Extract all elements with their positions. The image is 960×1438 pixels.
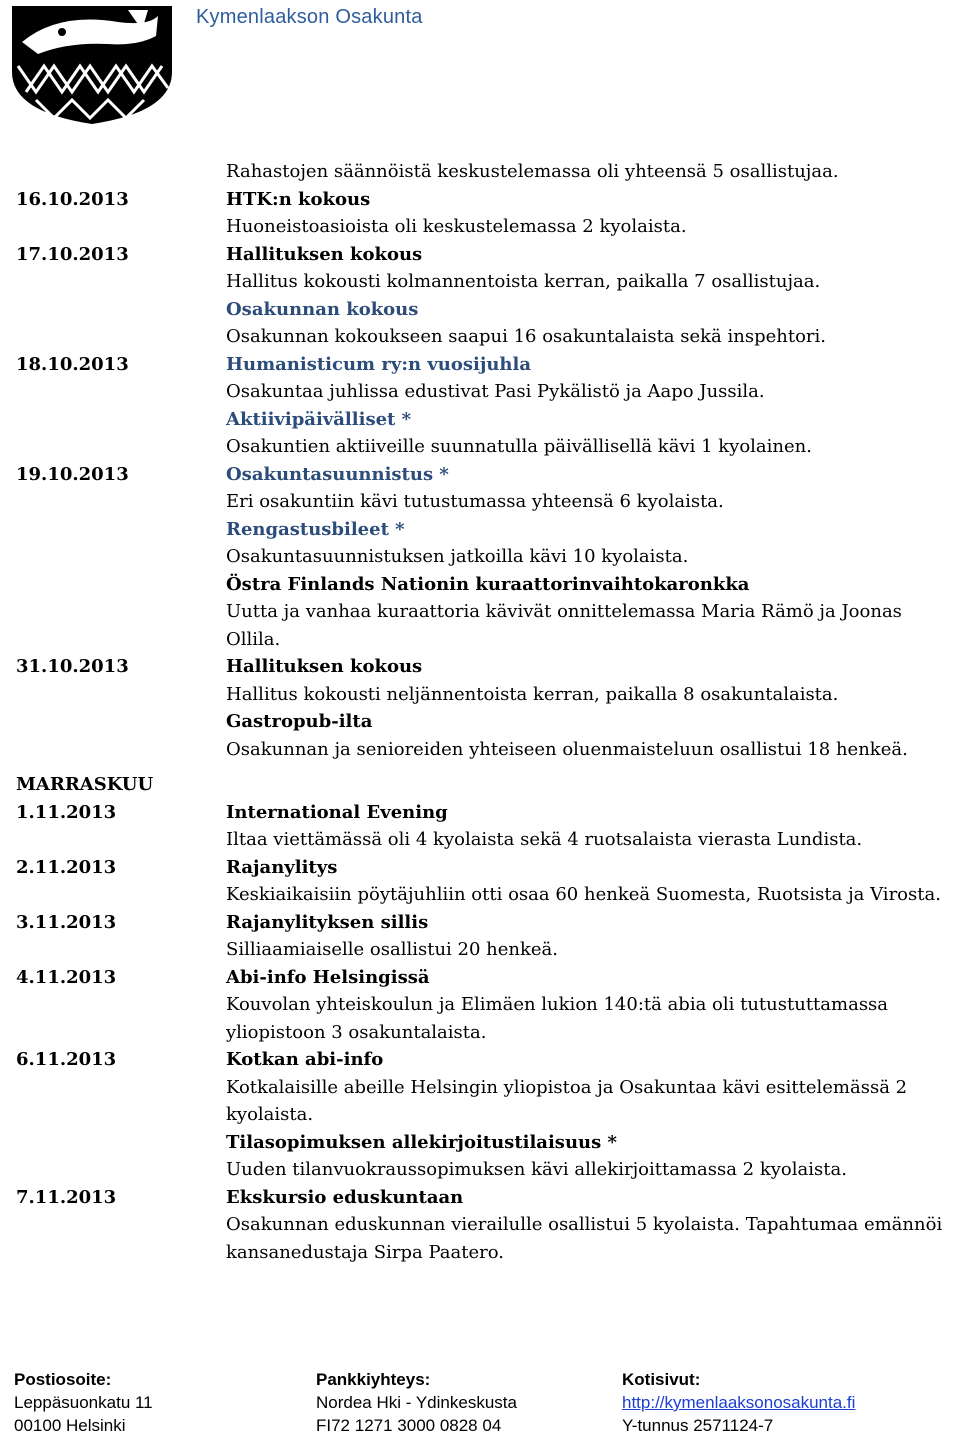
event-row bbox=[16, 406, 946, 461]
event-description: Uuden tilanvuokraussopimuksen kävi allekirjoittamassa 2 kyolaista. bbox=[226, 1159, 847, 1180]
event-title: Kotkan abi-info bbox=[226, 1049, 384, 1070]
event-description: Eri osakuntiin kävi tutustumassa yhteensä 6 kyolaista. bbox=[226, 491, 724, 512]
event-date: 31.10.2013 bbox=[16, 656, 129, 677]
event-title: Rajanylitys bbox=[226, 856, 338, 878]
event-body bbox=[226, 516, 946, 571]
october-events bbox=[16, 186, 946, 764]
bank-iban: FI72 1271 3000 0828 04 bbox=[316, 1416, 502, 1435]
event-row bbox=[16, 516, 946, 571]
postal-label: Postiosoite: bbox=[14, 1370, 112, 1389]
event-row bbox=[16, 571, 946, 654]
event-title: International Evening bbox=[226, 801, 448, 823]
event-row bbox=[16, 909, 946, 964]
event-body bbox=[226, 1184, 946, 1267]
event-body bbox=[226, 653, 946, 708]
crest-icon bbox=[8, 2, 176, 126]
event-date: 2.11.2013 bbox=[16, 856, 117, 878]
event-body bbox=[226, 708, 946, 763]
november-events bbox=[16, 799, 946, 1267]
event-description: Keskiaikaisiin pöytäjuhliin otti osaa 60 henkeä Suomesta, Ruotsista ja Virosta. bbox=[226, 884, 941, 905]
event-body bbox=[226, 964, 946, 1047]
business-id: Y-tunnus 2571124-7 bbox=[622, 1416, 774, 1435]
website-details bbox=[622, 1368, 855, 1437]
event-description: Osakuntien aktiiveille suunnatulla päivällisellä kävi 1 kyolainen. bbox=[226, 436, 812, 457]
event-row bbox=[16, 186, 946, 241]
event-body bbox=[226, 854, 946, 909]
event-description: Hallitus kokousti neljännentoista kerran, paikalla 8 osakuntalaista. bbox=[226, 683, 839, 705]
event-date bbox=[16, 708, 226, 763]
event-title: Gastropub-ilta bbox=[226, 711, 373, 732]
event-row bbox=[16, 296, 946, 351]
event-row bbox=[16, 1046, 946, 1129]
event-date: 4.11.2013 bbox=[16, 966, 117, 988]
event-row bbox=[16, 854, 946, 909]
bank-label: Pankkiyhteys: bbox=[316, 1370, 431, 1389]
event-date: 3.11.2013 bbox=[16, 911, 117, 933]
event-date bbox=[16, 1129, 226, 1184]
event-title: Aktiivipäivälliset * bbox=[226, 408, 412, 430]
event-description: Kotkalaisille abeille Helsingin yliopistoa ja Osakuntaa kävi esittelemässä 2 kyolaista. bbox=[226, 1076, 908, 1125]
event-description: Huoneistoasioista oli keskustelemassa 2 kyolaista. bbox=[226, 216, 687, 237]
event-body bbox=[226, 1129, 946, 1184]
postal-address bbox=[14, 1368, 153, 1437]
month-heading: MARRASKUU bbox=[16, 774, 154, 795]
event-row bbox=[16, 799, 946, 854]
event-date: 19.10.2013 bbox=[16, 463, 129, 485]
event-title: Rajanylityksen sillis bbox=[226, 911, 429, 933]
event-date bbox=[16, 571, 226, 654]
event-title: HTK:n kokous bbox=[226, 188, 371, 210]
event-row bbox=[16, 1184, 946, 1267]
event-title: Rengastusbileet * bbox=[226, 518, 405, 540]
event-row bbox=[16, 351, 946, 406]
event-row bbox=[16, 1129, 946, 1184]
event-body bbox=[226, 571, 946, 654]
intro-text: Rahastojen säännöistä keskustelemassa oli yhteensä 5 osallistujaa. bbox=[226, 161, 839, 182]
event-body bbox=[226, 461, 946, 516]
event-date bbox=[16, 406, 226, 461]
website-label: Kotisivut: bbox=[622, 1370, 701, 1389]
event-description: Kouvolan yhteiskoulun ja Elimäen lukion 140:tä abia oli tutustuttamassa yliopistoon 3 osakuntalaista. bbox=[226, 994, 889, 1043]
event-body bbox=[226, 1046, 946, 1129]
event-description: Iltaa viettämässä oli 4 kyolaista sekä 4 ruotsalaista vierasta Lundista. bbox=[226, 829, 863, 850]
event-date bbox=[16, 296, 226, 351]
organization-name: Kymenlaakson Osakunta bbox=[196, 6, 423, 28]
event-title: Osakuntasuunnistus * bbox=[226, 463, 449, 485]
event-row bbox=[16, 708, 946, 763]
event-title: Tilasopimuksen allekirjoitustilaisuus * bbox=[226, 1131, 617, 1153]
event-description: Silliaamiaiselle osallistui 20 henkeä. bbox=[226, 939, 559, 960]
postal-street: Leppäsuonkatu 11 bbox=[14, 1393, 153, 1412]
event-description: Osakuntaa juhlissa edustivat Pasi Pykälistö ja Aapo Jussila. bbox=[226, 381, 765, 402]
event-date: 1.11.2013 bbox=[16, 801, 117, 823]
event-date: 17.10.2013 bbox=[16, 243, 129, 265]
event-body bbox=[226, 351, 946, 406]
event-description: Uutta ja vanhaa kuraattoria kävivät onnittelemassa Maria Rämö ja Joonas Ollila. bbox=[226, 601, 902, 650]
event-row bbox=[16, 241, 946, 296]
event-body bbox=[226, 406, 946, 461]
event-body bbox=[226, 799, 946, 854]
bank-name: Nordea Hki - Ydinkeskusta bbox=[316, 1393, 517, 1412]
event-date bbox=[16, 516, 226, 571]
event-description: Osakunnan eduskunnan vierailulle osallistui 5 kyolaista. Tapahtumaa emännöi kansanedustaja Sirpa Paatero. bbox=[226, 1214, 943, 1263]
event-date: 16.10.2013 bbox=[16, 188, 129, 210]
event-body bbox=[226, 186, 946, 241]
event-description: Osakunnan kokoukseen saapui 16 osakuntalaista sekä inspehtori. bbox=[226, 326, 827, 347]
event-title: Abi-info Helsingissä bbox=[226, 966, 430, 988]
event-row bbox=[16, 461, 946, 516]
event-list bbox=[16, 158, 946, 1266]
event-title: Ekskursio eduskuntaan bbox=[226, 1186, 464, 1208]
event-row bbox=[16, 653, 946, 708]
event-description: Osakunnan ja senioreiden yhteiseen oluenmaisteluun osallistui 18 henkeä. bbox=[226, 738, 908, 760]
event-body bbox=[226, 296, 946, 351]
event-description: Hallitus kokousti kolmannentoista kerran, paikalla 7 osallistujaa. bbox=[226, 271, 821, 292]
event-date: 6.11.2013 bbox=[16, 1049, 117, 1070]
event-title: Osakunnan kokous bbox=[226, 298, 419, 320]
event-title: Hallituksen kokous bbox=[226, 656, 423, 677]
page-header bbox=[0, 0, 960, 130]
event-date: 7.11.2013 bbox=[16, 1186, 117, 1208]
intro-row bbox=[16, 158, 946, 186]
event-row bbox=[16, 964, 946, 1047]
event-title: Hallituksen kokous bbox=[226, 243, 423, 265]
event-body bbox=[226, 909, 946, 964]
event-title: Humanisticum ry:n vuosijuhla bbox=[226, 353, 532, 375]
website-link[interactable]: http://kymenlaaksonosakunta.fi bbox=[622, 1393, 856, 1412]
event-date: 18.10.2013 bbox=[16, 353, 129, 375]
event-body bbox=[226, 241, 946, 296]
bank-details bbox=[316, 1368, 517, 1437]
postal-city: 00100 Helsinki bbox=[14, 1416, 126, 1435]
event-description: Osakuntasuunnistuksen jatkoilla kävi 10 kyolaista. bbox=[226, 546, 689, 567]
event-title: Östra Finlands Nationin kuraattorinvaihtokaronkka bbox=[226, 573, 750, 595]
